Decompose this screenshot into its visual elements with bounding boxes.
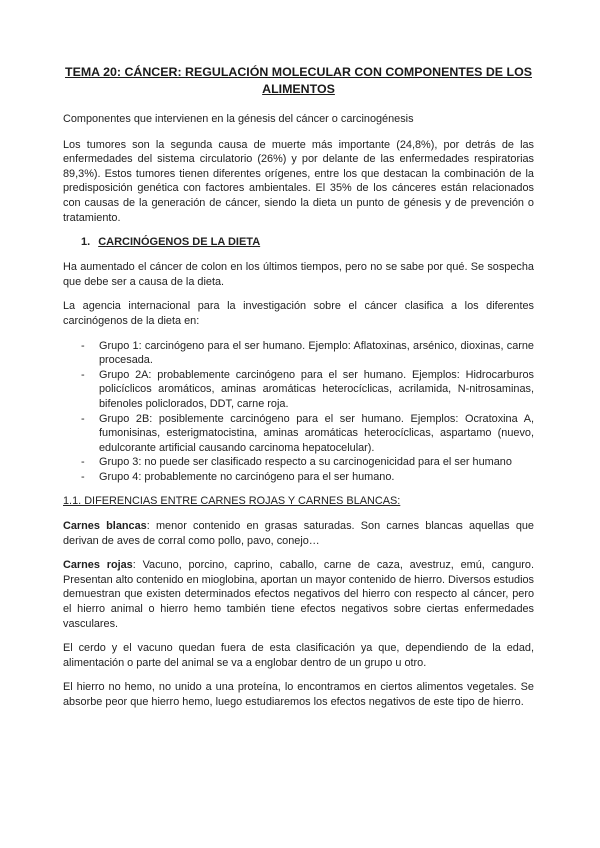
red-meat-term: Carnes rojas: [63, 559, 133, 572]
list-item: - Grupo 1: carcinógeno para el ser humano. Ejemplo: Aflatoxinas, arsénico, dioxinas, carne procesada.: [81, 339, 534, 367]
list-item: - Grupo 2B: posiblemente carcinógeno para el ser humano. Ejemplos: Ocratoxina A, fumonisinas, esterigmatocistina, aminas aromáticas heterocíclicas, aspartamo (nuevo, edulcorante artificial causando carcinoma hepatocelular).: [81, 412, 534, 454]
subsection-heading: 1.1. DIFERENCIAS ENTRE CARNES ROJAS Y CARNES BLANCAS:: [63, 495, 401, 508]
white-meat-paragraph: Carnes blancas: menor contenido en grasas saturadas. Son carnes blancas aquellas que derivan de aves de corral como pollo, pavo, conejo…: [63, 520, 534, 547]
dash-bullet: -: [81, 470, 85, 483]
section-heading: [81, 235, 534, 250]
red-meat-paragraph: Carnes rojas: Vacuno, porcino, caprino, caballo, carne de caza, avestruz, emú, canguro. Presentan alto contenido en mioglobina, aportan un mayor contenido de hierro. Diversos estudios demuestran que existen determinados efectos negativos del hierro con respecto al cáncer, pero el hierro animal o hierro hemo también tiene efectos negativos sobre ciertas enfermedades vasculares.: [63, 559, 535, 630]
dash-bullet: -: [81, 368, 85, 381]
section-number: 1.: [81, 236, 91, 249]
carcinogen-group-list: [63, 339, 534, 485]
non-heme-iron-paragraph: El hierro no hemo, no unido a una proteína, lo encontramos en ciertos alimentos vegetales. Se absorbe peor que hierro hemo, luego estudiaremos los efectos negativos de este tipo de hierro.: [63, 681, 534, 708]
page-title: TEMA 20: CÁNCER: REGULACIÓN MOLECULAR CON COMPONENTES DE LOS ALIMENTOS: [65, 65, 532, 96]
section-paragraph-agency: La agencia internacional para la investigación sobre el cáncer clasifica a los diferentes carcinógenos de la dieta en:: [63, 300, 534, 327]
dash-bullet: -: [81, 339, 85, 352]
dash-bullet: -: [81, 412, 85, 425]
section-title: CARCINÓGENOS DE LA DIETA: [98, 236, 261, 249]
pork-beef-paragraph: El cerdo y el vacuno quedan fuera de esta clasificación ya que, dependiendo de la edad, alimentación o parte del animal se va a englobar dentro de un grupo u otro.: [63, 642, 534, 669]
section-paragraph-colon: Ha aumentado el cáncer de colon en los últimos tiempos, pero no se sabe por qué. Se sospecha que debe ser a causa de la dieta.: [63, 261, 534, 288]
white-meat-term: Carnes blancas: [63, 520, 147, 533]
list-item: - Grupo 4: probablemente no carcinógeno para el ser humano.: [81, 470, 395, 483]
subtitle: Componentes que intervienen en la génesis del cáncer o carcinogénesis: [63, 113, 414, 125]
dash-bullet: -: [81, 456, 85, 469]
list-item: - Grupo 3: no puede ser clasificado respecto a su carcinogenicidad para el ser humano: [81, 456, 512, 469]
intro-paragraph: Los tumores son la segunda causa de muerte más importante (24,8%), por detrás de las enfermedades del sistema circulatorio (26%) y por delante de las enfermedades respiratorias 89,3%). Estos tumores tienen diferentes orígenes, entre los que destacan la combinación de la predisposición genética con factores ambientales. El 35% de los cánceres están relacionados con causas de la generación de cáncer, siendo la dieta un punto de génesis y de prevención o tratamiento.: [63, 138, 534, 224]
list-item: - Grupo 2A: probablemente carcinógeno para el ser humano. Ejemplos: Hidrocarburos policíclicos aromáticos, aminas aromáticas heterocíclicas, acrilamida, N-nitrosaminas, bifenoles policlorados, DDT, carne roja.: [81, 368, 534, 410]
